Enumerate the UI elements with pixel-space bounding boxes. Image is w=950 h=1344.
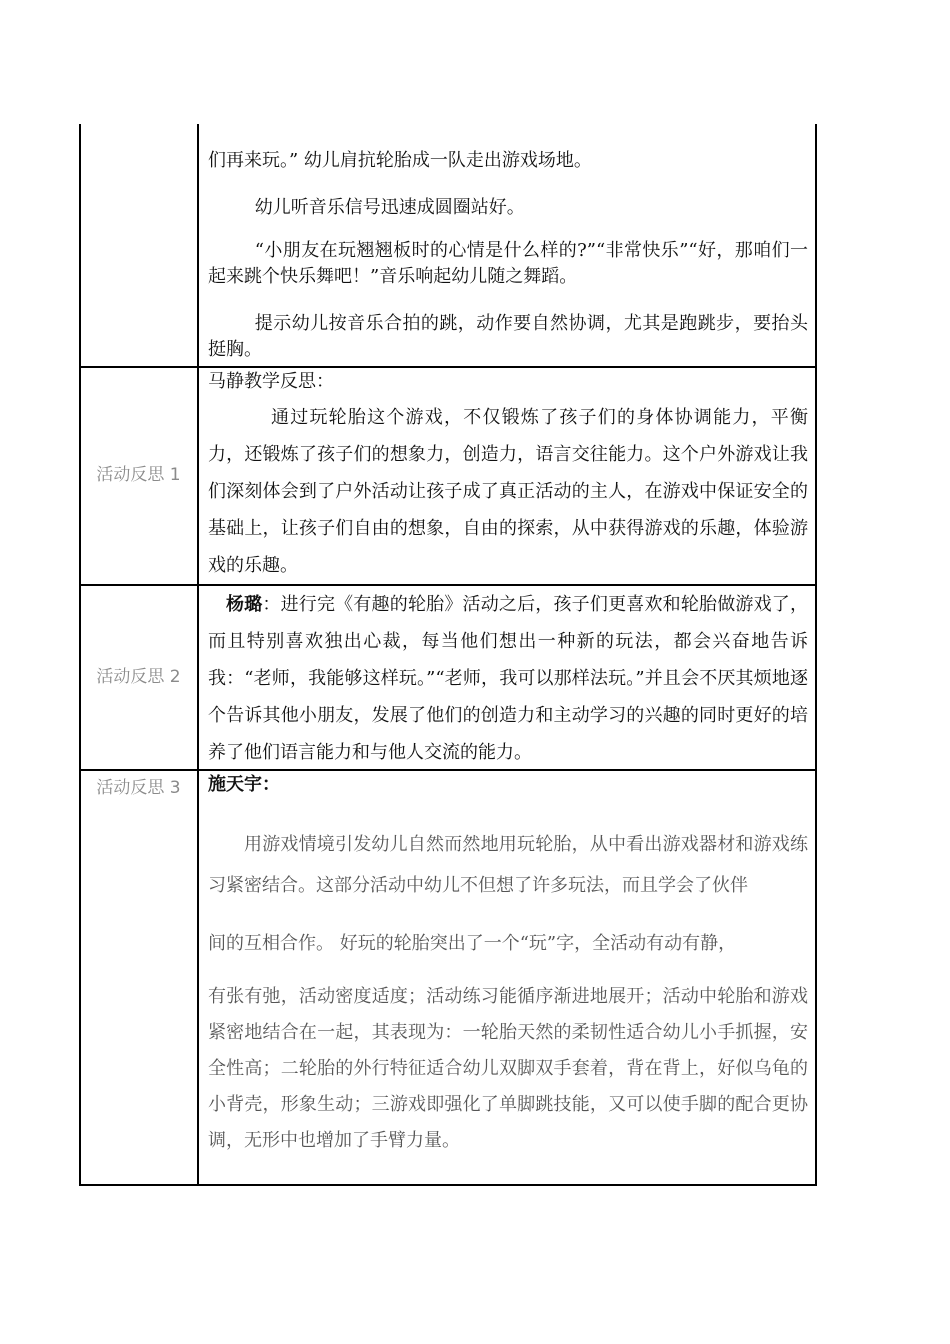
- table-border-left: [79, 124, 81, 1186]
- reflection-2-body-paragraph: [208, 586, 808, 771]
- process-paragraph-2: 幼儿听音乐信号迅速成圆圈站好。: [254, 197, 525, 218]
- reflection-1-body: 通过玩轮胎这个游戏，不仅锻炼了孩子们的身体协调能力，平衡力，还锻炼了孩子们的想象力，创造力，语言交往能力。这个户外游戏让我们深刻体会到了户外活动让孩子成了真正活动的主人，在游戏中保证安全的基础上，让孩子们自由的想象，自由的探索，从中获得游戏的乐趣，体验游戏的乐趣。: [208, 407, 808, 576]
- activity-process-cell: [208, 143, 808, 363]
- reflection-3-label: 活动反思 3: [96, 778, 181, 798]
- reflection-1-label: 活动反思 1: [96, 465, 181, 485]
- reflection-2-body: ：进行完《有趣的轮胎》活动之后，孩子们更喜欢和轮胎做游戏了，而且特别喜欢独出心裁，每当他们想出一种新的玩法，都会兴奋地告诉我：“老师，我能够这样玩。”“老师，我可以那样法玩。”并且会不厌其烦地逐个告诉其他小朋友，发展了他们的创造力和主动学习的兴趣的同时更好的培养了他们语言能力和与他人交流的能力。: [208, 594, 809, 763]
- reflection-3-heading: 施天宇：: [208, 774, 280, 795]
- reflection-3-cell: [208, 773, 808, 1159]
- reflection-3-paragraph-1: 用游戏情境引发幼儿自然而然地用玩轮胎，从中看出游戏器材和游戏练习紧密结合。这部分活动中幼儿不但想了许多玩法，而且学会了伙伴: [208, 834, 808, 896]
- table-border-bottom: [79, 1184, 817, 1186]
- reflection-2-cell: [208, 586, 808, 771]
- reflection-1-cell: [208, 370, 808, 584]
- row-divider-1: [79, 366, 817, 368]
- reflection-2-author: 杨璐: [226, 594, 263, 615]
- table-border-middle: [197, 124, 199, 1186]
- process-paragraph-3: “小朋友在玩翘翘板时的心情是什么样的?”“非常快乐”“好，那咱们一起来跳个快乐舞吧！”音乐响起幼儿随之舞蹈。: [208, 240, 808, 287]
- reflection-3-paragraph-3: 有张有弛，活动密度适度；活动练习能循序渐进地展开；活动中轮胎和游戏紧密地结合在一起，其表现为：一轮胎天然的柔韧性适合幼儿小手抓握，安全性高；二轮胎的外行特征适合幼儿双脚双手套着，背在背上，好似乌龟的小背壳，形象生动；三游戏即强化了单脚跳技能，又可以使手脚的配合更协调，无形中也增加了手臂力量。: [208, 986, 808, 1151]
- table-border-right: [815, 124, 817, 1186]
- process-paragraph-4: 提示幼儿按音乐合拍的跳，动作要自然协调，尤其是跑跳步，要抬头挺胸。: [208, 313, 808, 360]
- reflection-2-label: 活动反思 2: [96, 667, 181, 687]
- process-paragraph-1: 们再来玩。” 幼儿肩抗轮胎成一队走出游戏场地。: [208, 150, 592, 171]
- reflection-3-paragraph-2: 间的互相合作。 好玩的轮胎突出了一个“玩”字，全活动有动有静，: [208, 933, 737, 954]
- reflection-1-heading: 马静教学反思：: [208, 371, 334, 392]
